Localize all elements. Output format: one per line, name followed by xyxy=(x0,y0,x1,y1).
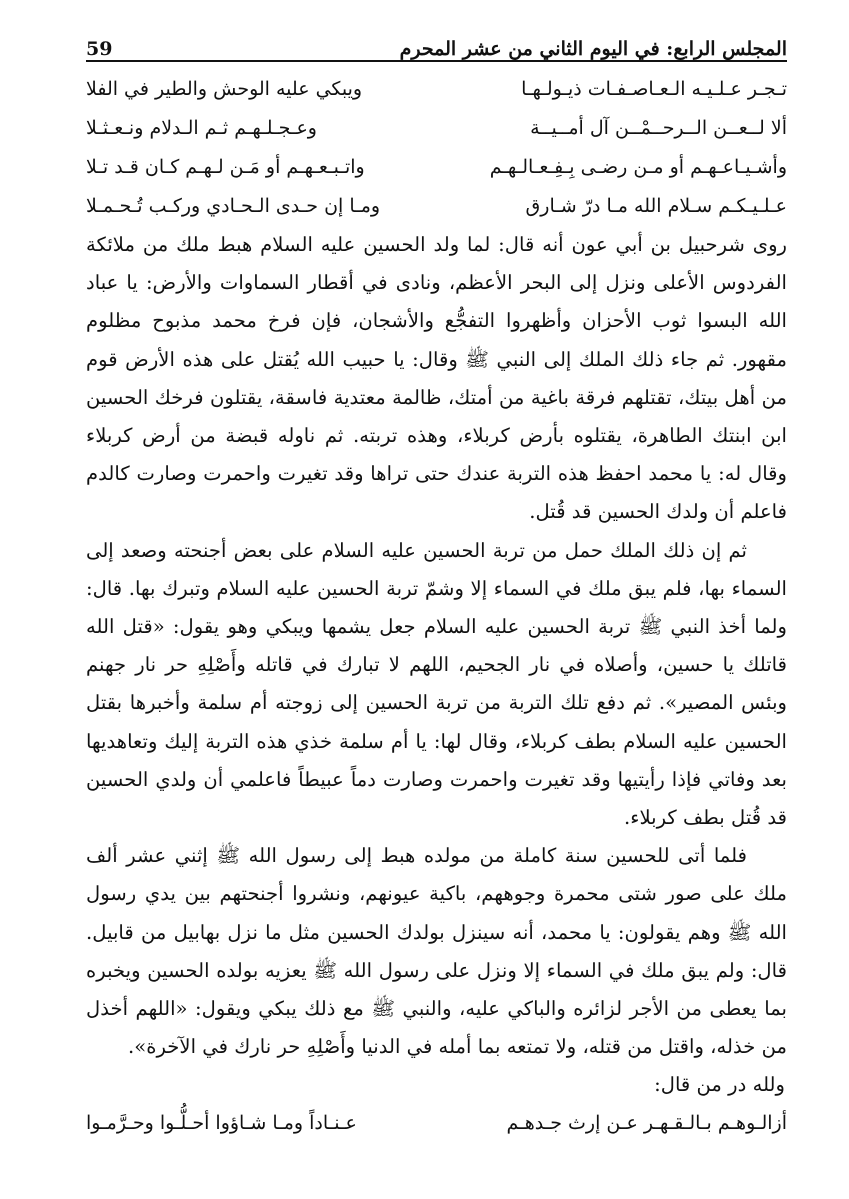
verse-second-hemistich: وعـجـلـهـم ثـم الـدلام ونـعـثـلا xyxy=(86,117,317,139)
verse-first-hemistich: أزالـوهـم بـالـقـهـر عـن إرث جـدهـم xyxy=(506,1112,787,1135)
poem-intro: ولله در من قال: xyxy=(654,1073,785,1097)
running-header xyxy=(86,30,787,62)
verse-second-hemistich: عـنـاداً ومـا شـاؤوا أحـلُّـوا وحـرَّمـوا xyxy=(86,1112,357,1135)
body-paragraph: ثم إن ذلك الملك حمل من تربة الحسين عليه السلام على بعض أجنحته وصعد إلى السماء بها، فلم يبق ملك في السماء إلا وشمّ تربة الحسين عليه السلام وتبرك بها. قال: ولما أخذ النبي ﷺ تربة الحسين عليه السلام جعل يشمها ويبكي وهو يقول: «قتل الله قاتلك يا حسين، وأصلاه في نار الجحيم، اللهم لا تبارك في قاتله وأَصْلِهِ حر نار جهنم وبئس المصير». ثم دفع تلك التربة من تربة الحسين إلى زوجته أم سلمة وأخبرها بقتل الحسين عليه السلام بطف كربلاء، وقال لها: يا أم سلمة خذي هذه التربة إليك وتعاهديها بعد وفاتي فإذا رأيتيها وقد تغيرت واحمرت وصارت دماً عبيطاً فاعلمي أن ولدي الحسين قد قُتل بطف كربلاء. xyxy=(86,538,787,830)
poem-verse xyxy=(86,187,787,226)
body-paragraph: فلما أتى للحسين سنة كاملة من مولده هبط إلى رسول الله ﷺ إثني عشر ألف ملك على صور شتى محمرة وجوههم، باكية عيونهم، ونشروا أجنحتهم بين يدي رسول الله ﷺ وهم يقولون: يا محمد، أنه سينزل بولدك الحسين مثل ما نزل بهابيل من قابيل. قال: ولم يبق ملك في السماء إلا ونزل على رسول الله ﷺ يعزيه بولده الحسين ويخبره بما يعطى من الأجر لزائره والباكي عليه، والنبي ﷺ مع ذلك يبكي ويقول: «اللهم أخذل من خذله، واقتل من قتله، ولا تمتعه بما أمله في الدنيا وأَصْلِهِ حر نارك في الآخرة». xyxy=(86,844,787,1059)
closing-verse xyxy=(86,1104,787,1142)
verse-second-hemistich: ويبكي عليه الوحش والطير في الفلا xyxy=(86,78,363,100)
verse-second-hemistich: واتـبـعـهـم أو مَـن لـهـم كـان قـد تـلا xyxy=(86,156,365,178)
verse-first-hemistich: عـلـيـكـم سـلام الله مـا درّ شـارق xyxy=(525,195,787,217)
page-number: 59 xyxy=(86,38,113,60)
verse-second-hemistich: ومـا إن حـدى الـحـادي وركـب تُـحـمـلا xyxy=(86,195,381,217)
body-paragraph: روى شرحبيل بن أبي عون أنه قال: لما ولد الحسين عليه السلام هبط ملك من ملائكة الفردوس الأعلى ونزل إلى البحر الأعظم، ونادى في أقطار السماوات والأرض: يا عباد الله البسوا ثوب الأحزان وأظهروا التفجُّع والأشجان، فإن فرخ محمد مذبوح مظلوم مقهور. ثم جاء ذلك الملك إلى النبي ﷺ وقال: يا حبيب الله يُقتل على هذه الأرض قوم من أهل بيتك، تقتلهم فرقة باغية من أمتك، ظالمة معتدية فاسقة، يقتلون فرخك الحسين ابن ابنتك الطاهرة، يقتلوه بأرض كربلاء، وهذه تربته. ثم ناوله قبضة من أرض كربلاء وقال له: يا محمد احفظ هذه التربة عندك حتى تراها وقد تغيرت واحمرت وصارت كالدم فاعلم أن ولدك الحسين قد قُتل. xyxy=(86,233,787,524)
verse-first-hemistich: ألا لــعــن الــرحــمْــن آل أمــيــة xyxy=(530,117,787,139)
poem-verse xyxy=(86,148,787,187)
poem-verse xyxy=(86,109,787,148)
opening-poem xyxy=(86,70,787,226)
verse-first-hemistich: تـجـر عـلـيـه الـعـاصـفـات ذيـولـهـا xyxy=(521,78,787,100)
chapter-title: المجلس الرابع: في اليوم الثاني من عشر المحرم xyxy=(399,38,787,60)
poem-verse xyxy=(86,70,787,109)
verse-first-hemistich: وأشـيـاعـهـم أو مـن رضـى بِـفِـعـالـهـم xyxy=(489,156,787,178)
